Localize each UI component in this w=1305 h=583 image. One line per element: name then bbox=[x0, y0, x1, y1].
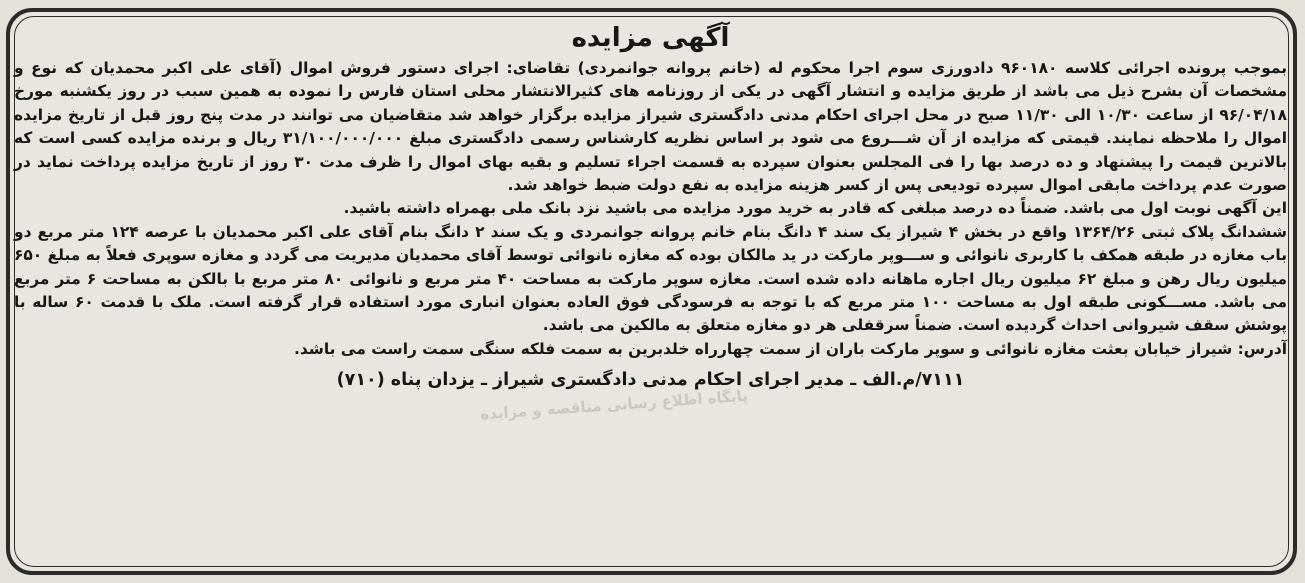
notice-paragraph-property: ششدانگ پلاک ثبتی ۱۳۶۴/۲۶ واقع در بخش ۴ شیراز یک سند ۴ دانگ بنام خانم پروانه جوانمردی و یک سند ۲ دانگ بنام آقای علی اکبر محمدیان با عرصه ۱۲۴ متر مربع دو باب مغازه در طبقه همکف با کاربری نانوائی و ســـوپر مارکت در ید مالکان بوده که مغازه نانوائی توسط آقای محمدیان مدیریت می گردد و مغازه سوپری فعلاً به مبلغ ۶۵۰ میلیون ریال رهن و مبلغ ۶۲ میلیون ریال اجاره ماهانه داده شده است. مغازه سوپر مارکت به مساحت ۴۰ متر مربع و نانوائی ۸۰ متر مربع با بالکن به مساحت ۶ متر مربع می باشد. مســـکونی طبقه اول به مساحت ۱۰۰ متر مربع که با توجه به فرسودگی فوق العاده بعنوان انباری مورد استفاده قرار گرفته است. ملک با قدمت ۶۰ ساله با پوشش سقف شیروانی احداث گردیده است. ضمناً سرقفلی هر دو مغازه متعلق به مالکین می باشد. bbox=[14, 222, 1288, 335]
watermark-text: پایگاه اطلاع رسانی مناقصه و مزایده bbox=[479, 386, 749, 424]
notice-title: آگهی مزایده bbox=[571, 23, 730, 53]
notice-body bbox=[14, 57, 1287, 361]
notice-paragraph-address: آدرس: شیراز خیابان بعثت مغازه نانوائی و سوپر مارکت باران از سمت چهارراه خلدبرین به سمت فلکه سنگی سمت راست می باشد. bbox=[294, 339, 1287, 358]
notice-signature: ۷۱۱۱/م.الف ـ مدیر اجرای احکام مدنی دادگستری شیراز ـ یزدان پناه (۷۱۰) bbox=[336, 370, 965, 391]
notice-content bbox=[14, 20, 1287, 569]
notice-paragraph-main: بموجب پرونده اجرائی کلاسه ۹۶۰۱۸۰ دادورزی سوم اجرا محکوم له (خانم پروانه جوانمردی) تقاضای: اجرای دستور فروش اموال (آقای علی اکبر محمدیان که نوع و مشخصات آن بشرح ذیل می باشد از طریق مزایده و انتشار آگهی در یکی از روزنامه های کثیرالانتشار محلی استان فارس را نموده به همین سبب در روز یکشنبه مورخ ۹۶/۰۴/۱۸ از ساعت ۱۰/۳۰ الی ۱۱/۳۰ صبح در محل اجرای احکام مدنی دادگستری شیراز مزایده برگزار خواهد شد متقاضیان می توانند در مدت پنج روز قبل از تاریخ مزایده اموال را ملاحظه نمایند. قیمتی که مزایده از آن شـــروع می شود بر اساس نظریه کارشناس رسمی دادگستری مبلغ ۳۱/۱۰۰/۰۰۰/۰۰۰ ریال و برنده مزایده کسی است که بالاترین قیمت را پیشنهاد و ده درصد بها را فی المجلس بعنوان سپرده به قسمت اجراء تسلیم و بقیه بهای اموال را ظرف مدت ۳۰ روز از تاریخ مزایده پرداخت نماید در صورت عدم پرداخت مابقی اموال سپرده تودیعی پس از کسر هزینه مزایده به نفع دولت ضبط خواهد شد. bbox=[14, 59, 1287, 195]
notice-paragraph-first-round: این آگهی نوبت اول می باشد. ضمناً ده درصد مبلغی که قادر به خرید مورد مزایده می باشید نزد بانک ملی بهمراه داشته باشید. bbox=[343, 199, 1287, 218]
